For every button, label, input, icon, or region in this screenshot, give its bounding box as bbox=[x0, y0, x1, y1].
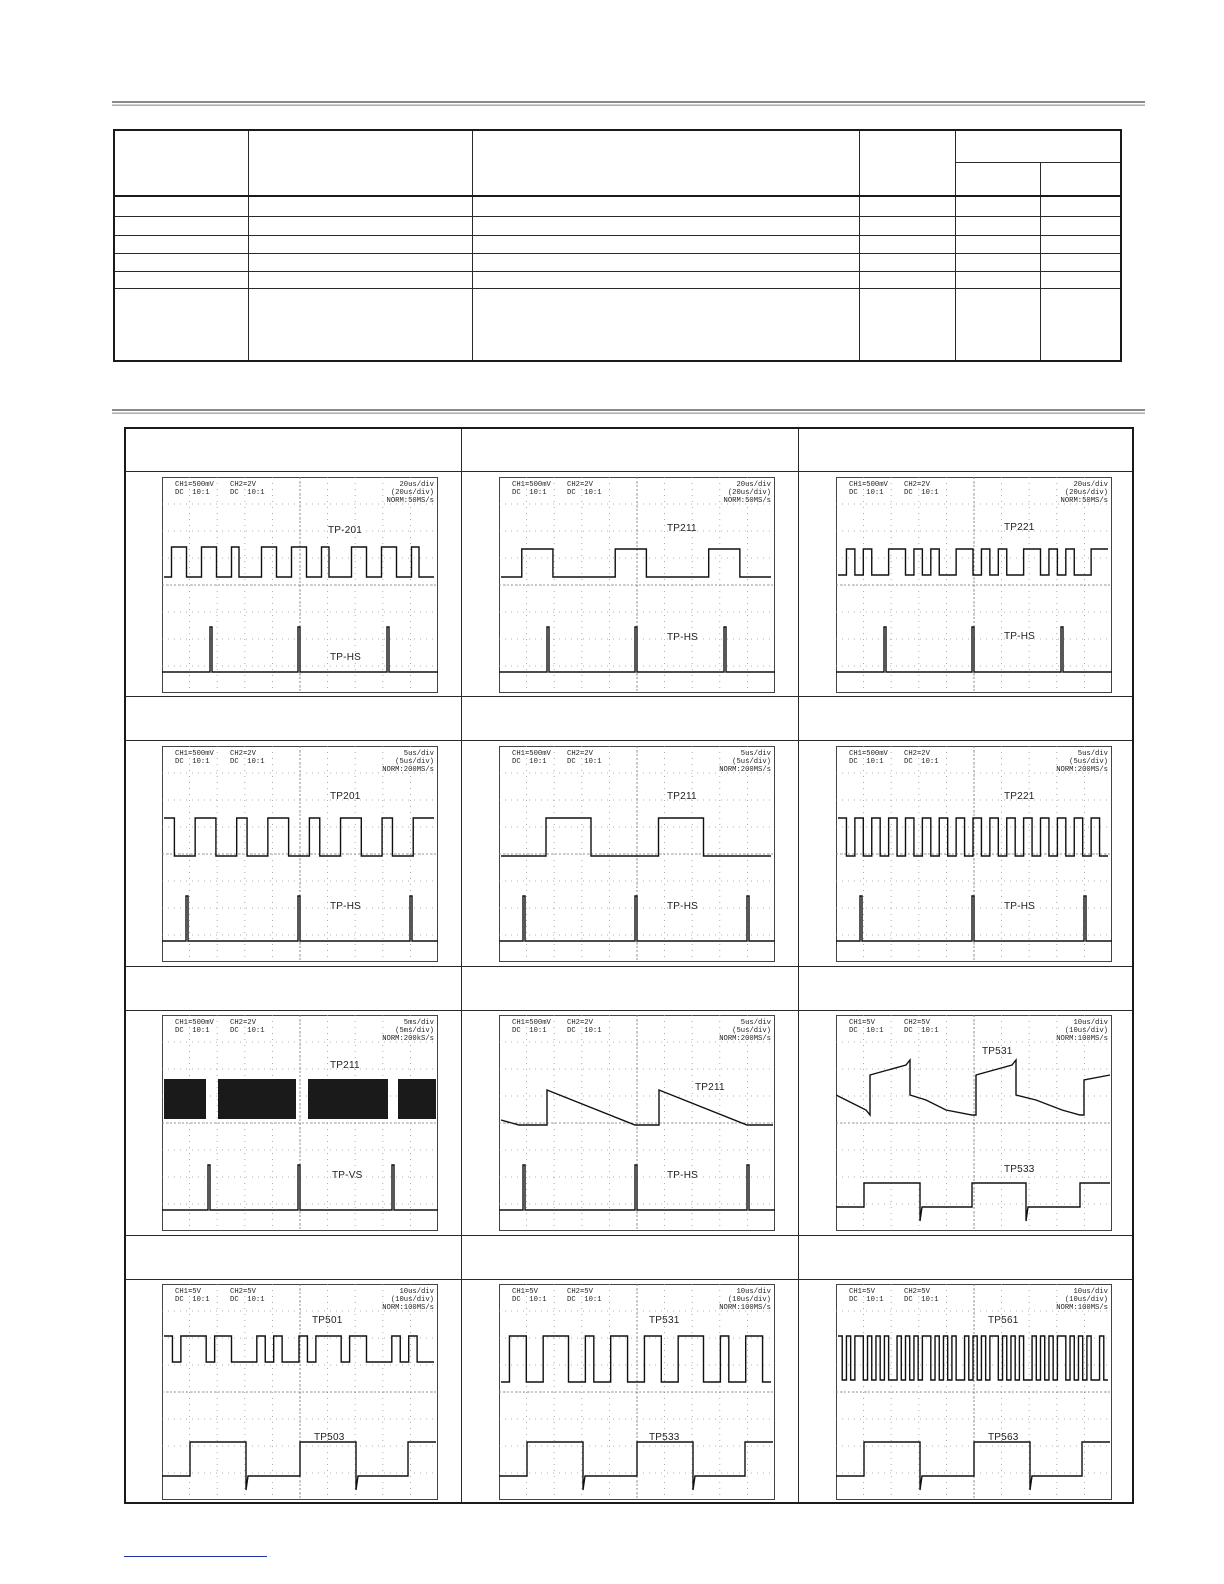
probe-label-top: TP531 bbox=[982, 1046, 1013, 1057]
waveform-trace-ch2 bbox=[836, 1183, 1110, 1221]
probe-label-bottom: TP-HS bbox=[330, 652, 361, 663]
spec-table bbox=[113, 129, 1122, 362]
oscilloscope-panel bbox=[162, 1015, 438, 1231]
ch-settings: CH1=5V DC 10:1 bbox=[175, 1288, 210, 1304]
ch-settings: CH2=5V DC 10:1 bbox=[567, 1288, 602, 1304]
ch-settings: CH2=2V DC 10:1 bbox=[230, 750, 265, 766]
table-header-subdivider bbox=[955, 162, 1120, 163]
probe-label-bottom: TP533 bbox=[649, 1432, 680, 1443]
oscilloscope-panel bbox=[162, 1284, 438, 1500]
probe-label-top: TP221 bbox=[1004, 522, 1035, 533]
table-col-divider bbox=[248, 131, 249, 360]
waveform-trace-ch1 bbox=[501, 1336, 771, 1382]
timebase-readout: 5us/div (5us/div) NORM:200MS/s bbox=[382, 750, 434, 774]
ch-settings: CH2=5V DC 10:1 bbox=[230, 1288, 265, 1304]
timebase-readout: 20us/div (20us/div) NORM:50MS/s bbox=[723, 481, 771, 505]
footer-link-underline[interactable] bbox=[124, 1556, 267, 1557]
grid-row-divider bbox=[126, 966, 1132, 967]
scope-graticule bbox=[162, 1284, 438, 1500]
ch-settings: CH2=2V DC 10:1 bbox=[904, 481, 939, 497]
scope-graticule bbox=[499, 1284, 775, 1500]
timebase-readout: 20us/div (20us/div) NORM:50MS/s bbox=[1060, 481, 1108, 505]
ch-settings: CH1=500mV DC 10:1 bbox=[175, 481, 214, 497]
oscilloscope-panel bbox=[499, 1284, 775, 1500]
table-col-divider bbox=[472, 131, 473, 360]
oscilloscope-panel bbox=[836, 746, 1112, 962]
waveform-trace-ch1 bbox=[838, 1336, 1108, 1380]
waveform-trace-ch2 bbox=[499, 896, 775, 941]
ch-settings: CH1=500mV DC 10:1 bbox=[849, 750, 888, 766]
ch-settings: CH1=500mV DC 10:1 bbox=[512, 481, 551, 497]
scope-graticule bbox=[162, 1015, 438, 1231]
table-col-divider bbox=[955, 131, 956, 360]
timebase-readout: 5ms/div (5ms/div) NORM:200kS/s bbox=[382, 1019, 434, 1043]
ch-settings: CH2=5V DC 10:1 bbox=[904, 1019, 939, 1035]
ch-settings: CH2=2V DC 10:1 bbox=[230, 481, 265, 497]
oscilloscope-panel bbox=[836, 477, 1112, 693]
probe-label-bottom: TP-HS bbox=[1004, 901, 1035, 912]
section-rule-middle bbox=[112, 409, 1145, 414]
timebase-readout: 20us/div (20us/div) NORM:50MS/s bbox=[386, 481, 434, 505]
section-rule-top bbox=[112, 101, 1145, 106]
table-header-bottom bbox=[115, 195, 1120, 197]
probe-label-top: TP-201 bbox=[328, 525, 362, 536]
oscilloscope-panel bbox=[836, 1284, 1112, 1500]
scope-graticule bbox=[499, 1015, 775, 1231]
waveform-trace-ch2 bbox=[162, 1442, 436, 1490]
probe-label-bottom: TP-HS bbox=[1004, 631, 1035, 642]
grid-row-divider bbox=[126, 1010, 1132, 1011]
ch-settings: CH1=500mV DC 10:1 bbox=[512, 1019, 551, 1035]
probe-label-top: TP211 bbox=[667, 791, 697, 802]
waveform-trace-ch1 bbox=[838, 818, 1108, 856]
probe-label-top: TP201 bbox=[330, 791, 361, 802]
scope-graticule bbox=[836, 477, 1112, 693]
probe-label-top: TP211 bbox=[695, 1082, 725, 1093]
waveform-trace-ch2 bbox=[499, 1442, 773, 1490]
scope-graticule bbox=[499, 746, 775, 962]
waveform-trace-ch2 bbox=[499, 1165, 775, 1210]
waveform-trace-ch1 bbox=[164, 1336, 434, 1362]
grid-row-divider bbox=[126, 471, 1132, 472]
probe-label-bottom: TP-HS bbox=[330, 901, 361, 912]
waveform-trace-ch2 bbox=[162, 627, 438, 672]
oscilloscope-panel bbox=[499, 477, 775, 693]
scope-graticule bbox=[836, 1015, 1112, 1231]
scope-graticule bbox=[162, 746, 438, 962]
ch-settings: CH1=500mV DC 10:1 bbox=[175, 1019, 214, 1035]
probe-label-top: TP531 bbox=[649, 1315, 680, 1326]
waveform-trace-ch2 bbox=[499, 627, 775, 672]
ch-settings: CH1=500mV DC 10:1 bbox=[512, 750, 551, 766]
probe-label-bottom: TP503 bbox=[314, 1432, 345, 1443]
waveform-trace-ch1 bbox=[501, 549, 771, 577]
timebase-readout: 10us/div (10us/div) NORM:100MS/s bbox=[1056, 1019, 1108, 1043]
ch-settings: CH2=2V DC 10:1 bbox=[567, 1019, 602, 1035]
probe-label-top: TP211 bbox=[330, 1060, 360, 1071]
ch-settings: CH1=5V DC 10:1 bbox=[512, 1288, 547, 1304]
oscilloscope-panel bbox=[499, 1015, 775, 1231]
table-row-divider bbox=[115, 216, 1120, 217]
table-row-divider bbox=[115, 235, 1120, 236]
probe-label-top: TP221 bbox=[1004, 791, 1035, 802]
scope-graticule bbox=[836, 746, 1112, 962]
ch-settings: CH1=500mV DC 10:1 bbox=[175, 750, 214, 766]
ch-settings: CH2=2V DC 10:1 bbox=[904, 750, 939, 766]
scope-graticule bbox=[499, 477, 775, 693]
ch-settings: CH1=5V DC 10:1 bbox=[849, 1288, 884, 1304]
scope-graticule bbox=[836, 1284, 1112, 1500]
waveform-trace-ch2 bbox=[836, 896, 1112, 941]
waveform-trace-ch1 bbox=[501, 818, 771, 856]
probe-label-bottom: TP-VS bbox=[332, 1170, 363, 1181]
timebase-readout: 5us/div (5us/div) NORM:200MS/s bbox=[1056, 750, 1108, 774]
probe-label-bottom: TP563 bbox=[988, 1432, 1019, 1443]
ch-settings: CH1=5V DC 10:1 bbox=[849, 1019, 884, 1035]
probe-label-bottom: TP-HS bbox=[667, 632, 698, 643]
grid-row-divider bbox=[126, 1235, 1132, 1236]
timebase-readout: 5us/div (5us/div) NORM:200MS/s bbox=[719, 1019, 771, 1043]
timebase-readout: 10us/div (10us/div) NORM:100MS/s bbox=[719, 1288, 771, 1312]
ch-settings: CH2=2V DC 10:1 bbox=[230, 1019, 265, 1035]
timebase-readout: 10us/div (10us/div) NORM:100MS/s bbox=[382, 1288, 434, 1312]
table-row-divider bbox=[115, 253, 1120, 254]
probe-label-bottom: TP-HS bbox=[667, 901, 698, 912]
grid-row-divider bbox=[126, 696, 1132, 697]
ch-settings: CH2=2V DC 10:1 bbox=[567, 750, 602, 766]
probe-label-top: TP501 bbox=[312, 1315, 343, 1326]
waveform-trace-ch2 bbox=[836, 1442, 1110, 1490]
waveform-trace-ch1 bbox=[164, 818, 434, 856]
ch-settings: CH1=500mV DC 10:1 bbox=[849, 481, 888, 497]
oscilloscope-panel bbox=[836, 1015, 1112, 1231]
table-col-divider bbox=[859, 131, 860, 360]
grid-row-divider bbox=[126, 1279, 1132, 1280]
table-col-divider bbox=[1040, 163, 1041, 360]
probe-label-bottom: TP533 bbox=[1004, 1164, 1035, 1175]
waveform-trace-ch1 bbox=[164, 547, 434, 577]
table-row-divider bbox=[115, 288, 1120, 289]
waveform-trace-ch2 bbox=[162, 1165, 438, 1210]
waveform-trace-ch1 bbox=[836, 1060, 1110, 1115]
probe-label-bottom: TP-HS bbox=[667, 1170, 698, 1181]
oscilloscope-panel bbox=[162, 477, 438, 693]
waveform-trace-ch1 bbox=[838, 549, 1108, 575]
grid-row-divider bbox=[126, 740, 1132, 741]
oscilloscope-panel bbox=[162, 746, 438, 962]
ch-settings: CH2=2V DC 10:1 bbox=[567, 481, 602, 497]
oscilloscope-panel bbox=[499, 746, 775, 962]
probe-label-top: TP561 bbox=[988, 1315, 1019, 1326]
table-row-divider bbox=[115, 271, 1120, 272]
probe-label-top: TP211 bbox=[667, 523, 697, 534]
waveform-trace-ch2 bbox=[162, 896, 438, 941]
timebase-readout: 5us/div (5us/div) NORM:200MS/s bbox=[719, 750, 771, 774]
timebase-readout: 10us/div (10us/div) NORM:100MS/s bbox=[1056, 1288, 1108, 1312]
scope-graticule bbox=[162, 477, 438, 693]
ch-settings: CH2=5V DC 10:1 bbox=[904, 1288, 939, 1304]
waveform-trace-ch2 bbox=[836, 627, 1112, 672]
